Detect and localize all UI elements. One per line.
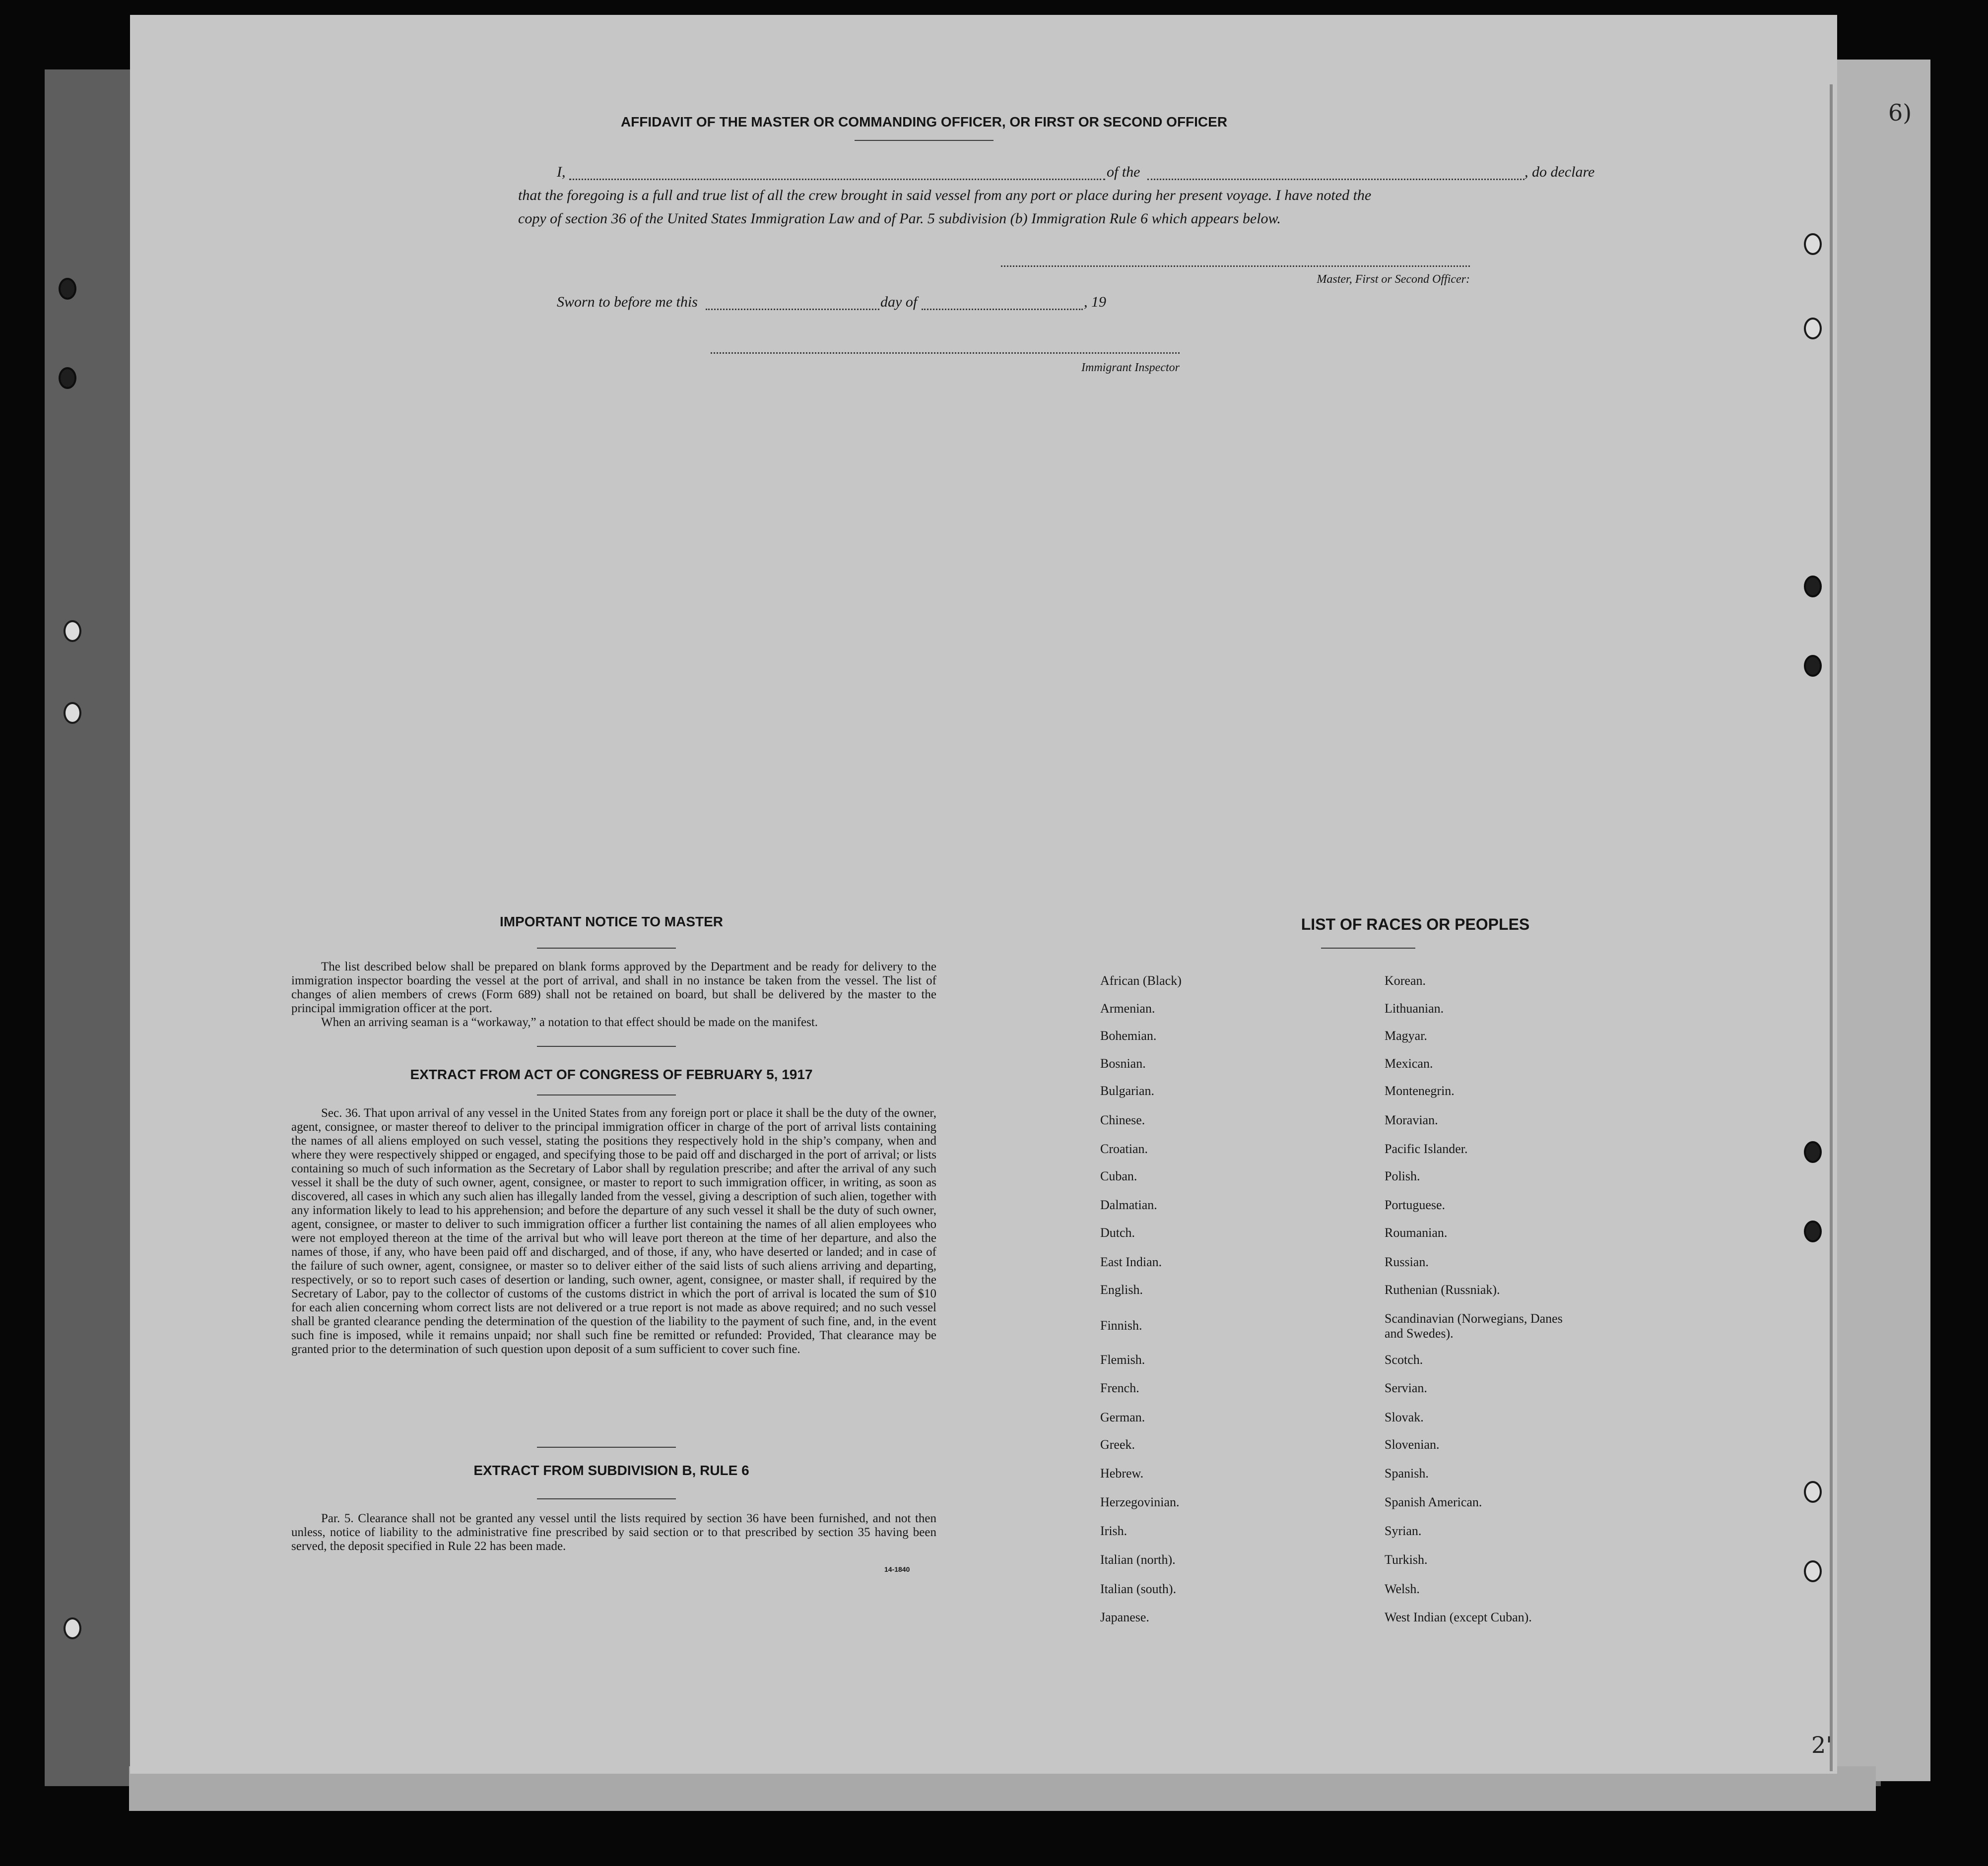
race-item: Scotch. — [1385, 1352, 1423, 1367]
race-item: Russian. — [1385, 1255, 1429, 1269]
sworn-prefix: Sworn to before me this — [557, 294, 698, 310]
race-item: Croatian. — [1100, 1142, 1148, 1156]
binder-hole — [1804, 655, 1822, 677]
notice-title-rule — [537, 948, 676, 949]
race-item: Bosnian. — [1100, 1056, 1146, 1071]
act-title-rule — [537, 1094, 676, 1095]
binder-hole — [1804, 1141, 1822, 1163]
race-item: Dutch. — [1100, 1225, 1135, 1240]
affidavit-line2: that the foregoing is a full and true list of all the crew brought in said vessel from any port or place during her present voyage. I have noted the — [518, 187, 1372, 203]
affidavit-i: I, — [557, 164, 566, 180]
race-item: Dalmatian. — [1100, 1198, 1157, 1212]
race-item: Finnish. — [1100, 1318, 1142, 1333]
binder-hole — [1804, 1560, 1822, 1582]
rule-text: Par. 5. Clearance shall not be granted any vessel until the lists required by section 36 have been furnished, and not then unless, notice of liability to the administrative fine prescribed by said section or to that prescribed by section 35 having been served, the deposit specified in Rule 22 has been made. — [291, 1512, 936, 1553]
race-item: Lithuanian. — [1385, 1001, 1444, 1016]
race-item: Korean. — [1385, 973, 1426, 988]
binder-hole — [59, 367, 76, 389]
race-item: Pacific Islander. — [1385, 1142, 1468, 1156]
race-item: Spanish American. — [1385, 1495, 1482, 1509]
race-item: Spanish. — [1385, 1466, 1429, 1480]
binder-hole — [1804, 576, 1822, 597]
race-item: Turkish. — [1385, 1552, 1428, 1567]
race-item: Roumanian. — [1385, 1225, 1448, 1240]
affidavit-title-rule — [855, 140, 994, 141]
notice-para2: When an arriving seaman is a “workaway,” a notation to that effect should be made on the manifest. — [321, 1016, 818, 1029]
form-number: 14-1840 — [884, 1565, 910, 1573]
race-item: Italian (north). — [1100, 1552, 1176, 1567]
affidavit-line3: copy of section 36 of the United States Immigration Law and of Par. 5 subdivision (b) Immigration Rule 6 which appears below. — [518, 210, 1281, 227]
act-title: EXTRACT FROM ACT OF CONGRESS OF FEBRUARY 5, 1917 — [410, 1067, 813, 1082]
vessel-field[interactable] — [1147, 179, 1524, 180]
act-rule — [537, 1447, 676, 1448]
sworn-month-field[interactable] — [922, 309, 1083, 310]
race-item: Irish. — [1100, 1524, 1127, 1538]
race-item: Chinese. — [1100, 1113, 1145, 1127]
race-item: Moravian. — [1385, 1113, 1438, 1127]
handwritten-number: 6) — [1888, 99, 1912, 126]
handwritten-number: 2' — [1811, 1732, 1832, 1758]
rule-title-rule — [537, 1498, 676, 1499]
binder-hole — [64, 620, 81, 642]
race-item: Armenian. — [1100, 1001, 1155, 1016]
race-item: Italian (south). — [1100, 1582, 1177, 1596]
sworn-year: , 19 — [1084, 294, 1106, 310]
binder-hole — [64, 702, 81, 724]
binder-hole — [59, 278, 76, 300]
races-title: LIST OF RACES OR PEOPLES — [1301, 915, 1530, 933]
race-item: Scandinavian (Norwegians, Danes and Swedes). — [1385, 1311, 1563, 1341]
race-item: German. — [1100, 1410, 1145, 1424]
officer-signature-label: Master, First or Second Officer: — [1317, 273, 1470, 286]
officer-signature-field[interactable] — [1001, 265, 1470, 267]
document-page — [130, 15, 1837, 1774]
race-item: West Indian (except Cuban). — [1385, 1610, 1532, 1624]
race-item: Mexican. — [1385, 1056, 1433, 1071]
race-item: Bohemian. — [1100, 1029, 1157, 1043]
binder-hole — [1804, 1481, 1822, 1503]
inspector-signature-field[interactable] — [711, 352, 1180, 354]
race-item: Servian. — [1385, 1381, 1427, 1395]
inspector-label: Immigrant Inspector — [1081, 361, 1180, 374]
affidavit-title: AFFIDAVIT OF THE MASTER OR COMMANDING OFFICER, OR FIRST OR SECOND OFFICER — [620, 114, 1228, 129]
race-item: Flemish. — [1100, 1352, 1145, 1367]
race-item: Syrian. — [1385, 1524, 1422, 1538]
rule-title: EXTRACT FROM SUBDIVISION B, RULE 6 — [473, 1463, 749, 1478]
name-field[interactable] — [569, 179, 1105, 180]
race-item: Magyar. — [1385, 1029, 1427, 1043]
race-item: Slovak. — [1385, 1410, 1424, 1424]
notice-title: IMPORTANT NOTICE TO MASTER — [499, 914, 724, 929]
page-fold-edge — [1830, 84, 1833, 1771]
notice-rule — [537, 1046, 676, 1047]
race-item: Polish. — [1385, 1169, 1420, 1183]
race-item: Ruthenian (Russniak). — [1385, 1283, 1500, 1297]
binder-hole — [1804, 1221, 1822, 1242]
sworn-day-field[interactable] — [706, 309, 879, 310]
race-item: African (Black) — [1100, 973, 1182, 988]
sworn-day-of: day of — [880, 294, 918, 310]
binder-hole — [64, 1617, 81, 1639]
race-item: French. — [1100, 1381, 1139, 1395]
race-item: Japanese. — [1100, 1610, 1149, 1624]
underlying-page-edge — [1831, 60, 1930, 1781]
race-item: Hebrew. — [1100, 1466, 1144, 1480]
affidavit-declare: , do declare — [1524, 164, 1595, 180]
race-item: East Indian. — [1100, 1255, 1162, 1269]
race-item: Greek. — [1100, 1437, 1135, 1452]
race-item: Portuguese. — [1385, 1198, 1446, 1212]
act-text: Sec. 36. That upon arrival of any vessel in the United States from any foreign port or place it shall be the duty of the owner, agent, consignee, or master thereof to deliver to the principal immigration officer in charge of the port of arrival lists containing the names of all aliens employed on such vessel, stating the positions they respectively hold in the ship’s company, when and where they were respectively shipped or engaged, and specifying those to be paid off and discharged in the port of arrival; or lists containing so much of such information as the Secretary of Labor shall by regulation prescribe; and after the arrival of any such vessel it shall be the duty of such owner, agent, consignee, or master to report to such immigration officer, in writing, as soon as discovered, all cases in which any such alien has illegally landed from the vessel, giving a description of such alien, together with any information likely to lead to his apprehension; and before the departure of any such vessel it shall be the duty of such owner, agent, consignee, or master to deliver to such immigration officer a further list containing the names of all alien employees who were not employed thereon at the time of the arrival but who will leave port thereon at the time of her departure, and also the names of those, if any, who have been paid off and discharged, and of those, if any, who have deserted or landed; and in case of the failure of such owner, agent, consignee, or master so to deliver either of the said lists of such aliens arriving and departing, respectively, or so to report such cases of desertion or landing, such owner, agent, consignee, or master shall, if required by the Secretary of Labor, pay to the collector of customs of the customs district in which the port of arrival is located the sum of $10 for each alien concerning whom correct lists are not delivered or a true report is not made as above required; and no such vessel shall be granted clearance pending the determination of the question of the liability to the payment of such fine, and, in the event such fine is imposed, while it remains unpaid; nor shall such fine be remitted or refunded: Provided, That clearance may be granted prior to the determination of such question upon deposit of a sum sufficient to cover such fine. — [291, 1106, 936, 1356]
race-item: Cuban. — [1100, 1169, 1137, 1183]
affidavit-of-the: of the — [1107, 164, 1140, 180]
race-item: Welsh. — [1385, 1582, 1420, 1596]
race-item: Bulgarian. — [1100, 1084, 1155, 1098]
binder-hole — [1804, 233, 1822, 255]
race-item: Slovenian. — [1385, 1437, 1440, 1452]
notice-para1: The list described below shall be prepared on blank forms approved by the Department and be ready for delivery to the immigration inspector boarding the vessel at the port of arrival, and shall in no instance be taken from the vessel. The list of changes of alien members of crews (Form 689) shall not be retained on board, but shall be delivered by the master to the principal immigration officer at the port. — [291, 960, 936, 1015]
binder-hole — [1804, 318, 1822, 339]
race-item: Montenegrin. — [1385, 1084, 1455, 1098]
races-title-rule — [1321, 948, 1415, 949]
race-item: English. — [1100, 1283, 1143, 1297]
race-item: Herzegovinian. — [1100, 1495, 1180, 1509]
